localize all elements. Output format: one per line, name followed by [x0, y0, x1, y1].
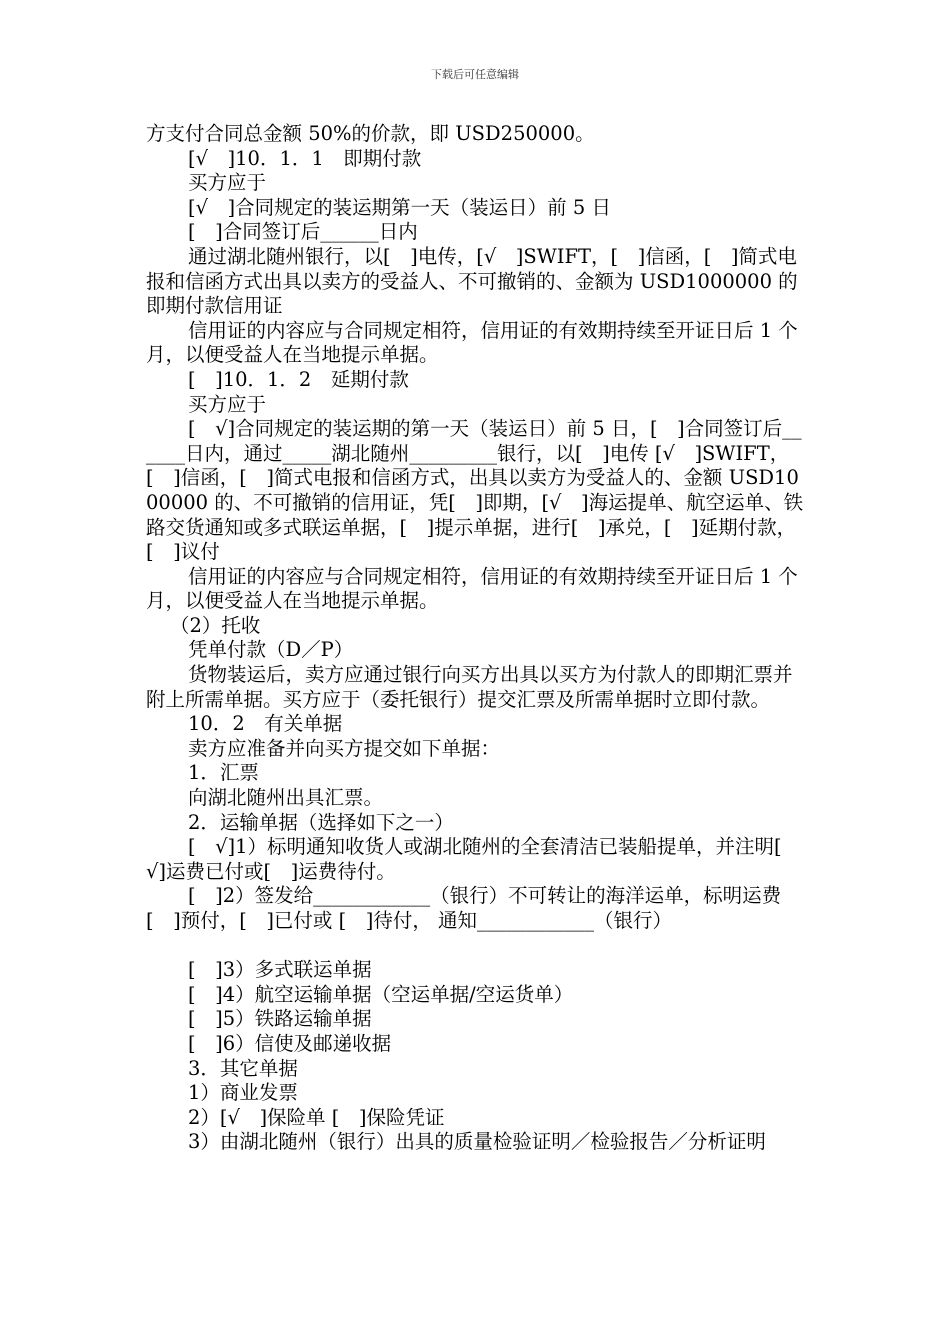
- paragraph: 货物装运后，卖方应通过银行向买方出具以买方为付款人的即期汇票并附上所需单据。买方应于（委托银行）提交汇票及所需单据时立即付款。: [146, 663, 793, 711]
- paragraph: 1．汇票: [188, 761, 259, 785]
- paragraph: 1）商业发票: [188, 1081, 298, 1105]
- paragraph: 方支付合同总金额 50%的价款，即 USD250000。: [146, 122, 595, 145]
- paragraph: 向湖北随州出具汇票。: [188, 786, 384, 810]
- paragraph: 信用证的内容应与合同规定相符，信用证的有效期持续至开证日后 1 个月，以便受益人在当地提示单据。: [146, 318, 798, 367]
- paragraph: 通过湖北随州银行，以[ ]电传，[√ ]SWIFT，[ ]信函，[ ]简式电报和信函方式出具以卖方的受益人、不可撤销的、金额为 USD1000000 的即期付款信用证: [146, 244, 798, 318]
- paragraph: [ ]4）航空运输单据（空运单据/空运货单）: [188, 982, 574, 1006]
- paragraph: 2．运输单据（选择如下之一）: [188, 810, 454, 834]
- paragraph: [ ]10．1．2 延期付款: [188, 367, 409, 391]
- blank-line: [146, 934, 810, 959]
- page-header: 下载后可任意编辑: [431, 68, 519, 81]
- paragraph: [√ ]合同规定的装运期第一天（装运日）前 5 日: [188, 195, 611, 219]
- paragraph: 卖方应准备并向买方提交如下单据：: [188, 736, 501, 760]
- paragraph: [ ]6）信使及邮递收据: [188, 1031, 392, 1055]
- paragraph: [√ ]10．1．1 即期付款: [188, 146, 422, 170]
- paragraph: [ √]1）标明通知收货人或湖北随州的全套清洁已装船提单，并注明[ √]运费已付或[ ]运费待付。: [146, 835, 802, 883]
- paragraph: （2）托收: [170, 613, 261, 637]
- paragraph: [ ]3）多式联运单据: [188, 958, 372, 982]
- document-body: [146, 122, 810, 1155]
- paragraph: 10．2 有关单据: [188, 712, 343, 736]
- paragraph: 买方应于: [188, 171, 267, 195]
- paragraph: [ √]合同规定的装运期的第一天（装运日）前 5 日，[ ]合同签订后______日内，通过_____湖北随州_________银行，以[ ]电传 [√ ]SWIFT，[ ]信函，[ ]简式电报和信函方式，出具以卖方为受益人的、金额 USD1000000 的、不可撤销的信用证，凭[ ]即期，[√ ]海运提单、航空运单、铁路交货通知或多式联运单据，[ ]提示单据，进行[ ]承兑，[ ]延期付款，[ ]议付: [146, 417, 804, 564]
- paragraph: [ ]合同签订后______日内: [188, 220, 418, 244]
- paragraph: 买方应于: [188, 392, 267, 416]
- paragraph: 信用证的内容应与合同规定相符，信用证的有效期持续至开证日后 1 个月，以便受益人在当地提示单据。: [146, 564, 798, 613]
- paragraph: 2）[√ ]保险单 [ ]保险凭证: [188, 1105, 445, 1129]
- paragraph: 3．其它单据: [188, 1056, 298, 1080]
- paragraph: 3）由湖北随州（银行）出具的质量检验证明／检验报告／分析证明: [188, 1130, 766, 1154]
- paragraph: [ ]5）铁路运输单据: [188, 1007, 372, 1031]
- paragraph: [ ]2）签发给____________（银行）不可转让的海洋运单，标明运费 [ ]预付，[ ]已付或 [ ]待付， 通知____________（银行）: [146, 884, 782, 932]
- paragraph: 凭单付款（D／P）: [188, 638, 354, 662]
